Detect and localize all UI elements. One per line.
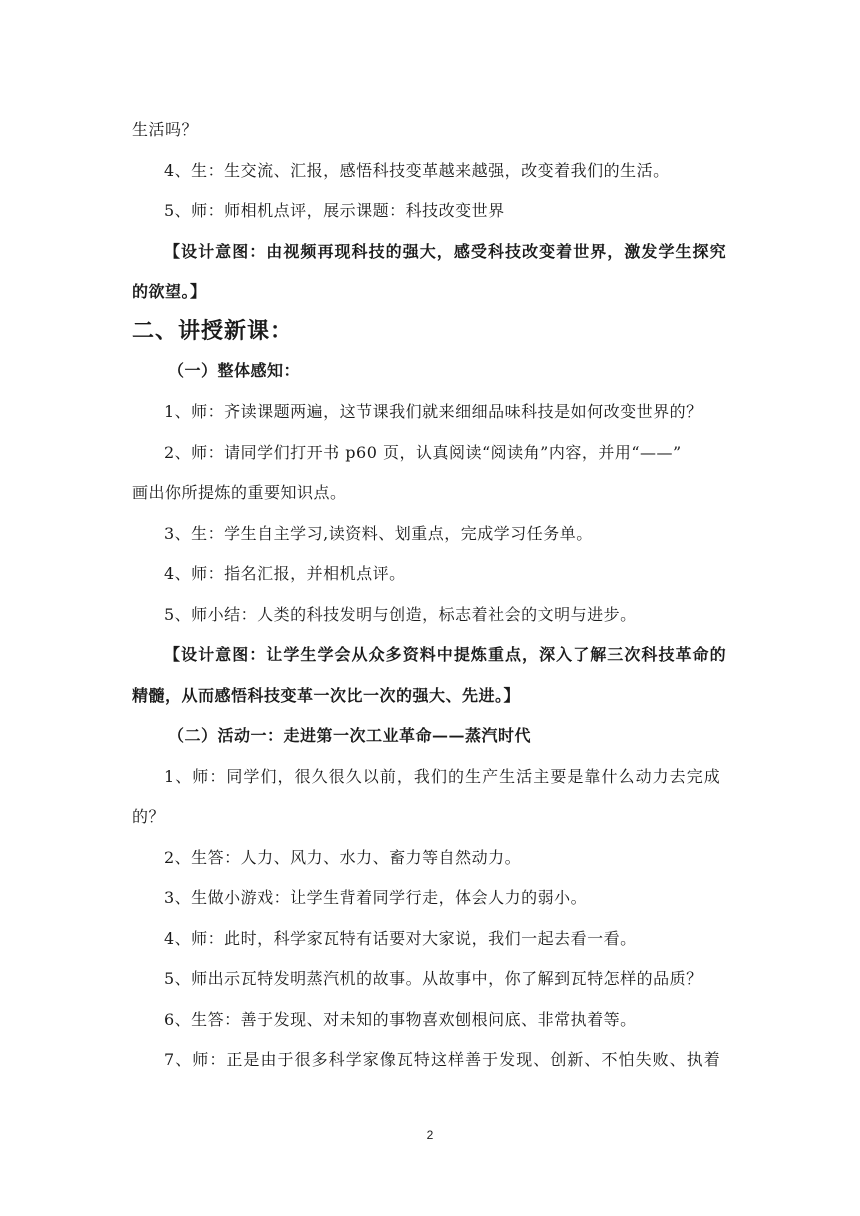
- text-line: 6、生答：善于发现、对未知的事物喜欢刨根问底、非常执着等。: [164, 1010, 637, 1029]
- subsection-heading: （二）活动一：走进第一次工业革命——蒸汽时代: [168, 726, 532, 745]
- text-line: 的？: [132, 807, 166, 826]
- design-intent-line: 精髓，从而感悟科技变革一次比一次的强大、先进。】: [132, 686, 521, 705]
- text-line: 1、师：齐读课题两遍，这节课我们就来细细品味科技是如何改变世界的？: [164, 402, 703, 421]
- text-line: 5、师小结：人类的科技发明与创造，标志着社会的文明与进步。: [164, 605, 637, 624]
- text-line: 5、师：师相机点评，展示课题：科技改变世界: [164, 201, 505, 220]
- text-line: 4、师：指名汇报，并相机点评。: [164, 564, 406, 583]
- design-intent-line: 的欲望。】: [132, 282, 207, 301]
- text-line: 4、生：生交流、汇报，感悟科技变革越来越强，改变着我们的生活。: [164, 161, 670, 180]
- text-line: 4、师：此时，科学家瓦特有话要对大家说，我们一起去看一看。: [164, 929, 637, 948]
- text-line: 5、师出示瓦特发明蒸汽机的故事。从故事中，你了解到瓦特怎样的品质？: [164, 969, 703, 988]
- page-number: 2: [426, 1128, 434, 1142]
- subsection-heading: （一）整体感知：: [168, 361, 301, 380]
- text-line: 7、师：正是由于很多科学家像瓦特这样善于发现、创新、不怕失败、执着: [164, 1050, 721, 1069]
- text-line: 画出你所提炼的重要知识点。: [132, 483, 347, 502]
- design-intent-line: 【设计意图：由视频再现科技的强大，感受科技改变着世界，激发学生探究: [164, 242, 727, 261]
- text-line: 2、生答：人力、风力、水力、畜力等自然动力。: [164, 848, 522, 867]
- section-heading: 二、讲授新课：: [132, 319, 294, 344]
- text-line: 3、生：学生自主学习,读资料、划重点，完成学习任务单。: [164, 524, 593, 543]
- text-line: 生活吗？: [132, 120, 199, 139]
- text-line: 2、师：请同学们打开书 p60 页，认真阅读“阅读角”内容，并用“——”: [164, 443, 682, 462]
- text-line: 1、师：同学们，很久很久以前，我们的生产生活主要是靠什么动力去完成: [164, 767, 721, 786]
- design-intent-line: 【设计意图：让学生学会从众多资料中提炼重点，深入了解三次科技革命的: [164, 645, 727, 664]
- text-line: 3、生做小游戏：让学生背着同学行走，体会人力的弱小。: [164, 888, 588, 907]
